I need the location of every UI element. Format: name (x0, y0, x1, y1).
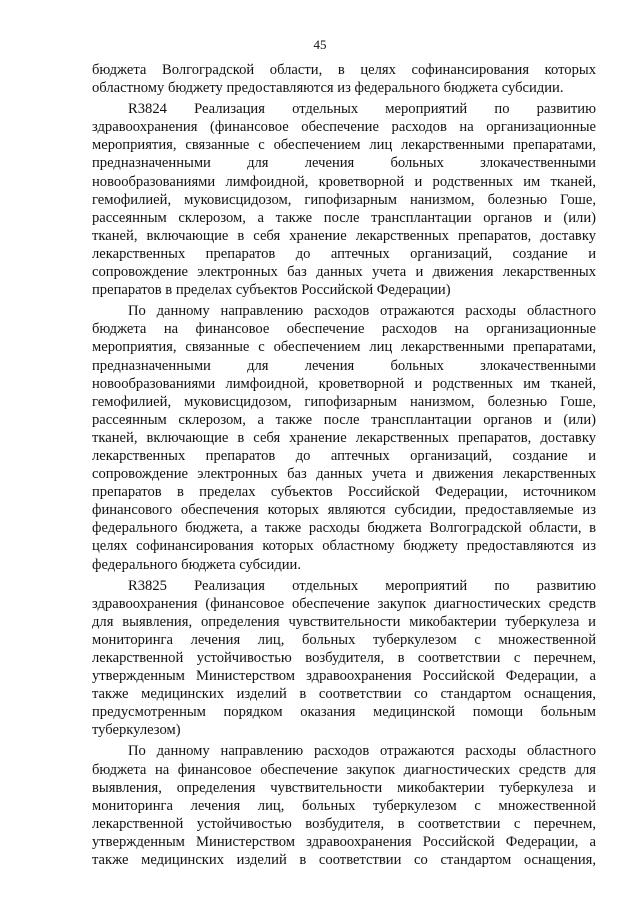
text-line: выявления, определения чувствительности микобактерии туберкулеза и (92, 779, 596, 796)
text-line: рассеянным склерозом, а также после трансплантации органов и (или) (92, 209, 596, 226)
text-line: также медицинских изделий в соответствии со стандартом оснащения, (92, 852, 596, 869)
text-line: федерального бюджета субсидии. (92, 556, 302, 573)
text-line: финансового обеспечения которых являются субсидии, предоставляемые из (92, 502, 596, 519)
text-line: По данному направлению расходов отражаются расходы областного (128, 303, 596, 320)
paragraph (92, 302, 596, 573)
text-line: лекарственной устойчивостью возбудителя, в соответствии с перечнем, (92, 815, 596, 832)
text-line: утвержденным Министерством здравоохранения Российской Федерации, а (92, 668, 596, 685)
text-line: По данному направлению расходов отражаются расходы областного (128, 743, 596, 760)
text-line: мониторинга лечения лиц, больных туберкулезом с множественной (92, 797, 596, 814)
text-line: также медицинских изделий в соответствии со стандартом оснащения, (92, 686, 596, 703)
text-line: предназначенными для лечения больных злокачественными (92, 357, 596, 374)
text-line: сопровождение электронных баз данных учета и движения лекарственных (92, 264, 596, 281)
text-line: бюджета Волгоградской области, в целях софинансирования которых (92, 62, 596, 78)
text-line: областному бюджету предоставляются из федерального бюджета субсидии. (92, 80, 564, 97)
text-line: мероприятия, связанные с обеспечением лиц лекарственными препаратами, (92, 137, 596, 154)
text-line: предназначенными для лечения больных злокачественными (92, 155, 596, 172)
text-line: утвержденным Министерством здравоохранения Российской Федерации, а (92, 833, 596, 850)
paragraph (92, 742, 596, 869)
text-line: препаратов в пределах субъектов Российской Федерации, источником (92, 484, 596, 501)
text-line: гемофилией, муковисцидозом, гипофизарным нанизмом, болезнью Гоше, (92, 393, 596, 410)
text-line: тканей, включающие в себя хранение лекарственных препаратов, доставку (92, 227, 596, 244)
text-line: препаратов в пределах субъектов Российской Федерации) (92, 282, 451, 299)
text-line: R3824 Реализация отдельных мероприятий по развитию (128, 101, 596, 118)
text-line: лекарственных препаратов до аптечных организаций, создание и (92, 245, 596, 262)
text-line: целях софинансирования которых областному бюджету предоставляются из (92, 538, 596, 555)
text-line: бюджета на финансовое обеспечение закупок диагностических средств для (92, 761, 596, 778)
text-line: рассеянным склерозом, а также после трансплантации органов и (или) (92, 411, 596, 428)
paragraph (92, 100, 596, 299)
text-line: новообразованиями лимфоидной, кроветворной и родственных им тканей, (92, 173, 596, 190)
text-line: мониторинга лечения лиц, больных туберкулезом с множественной (92, 631, 596, 648)
document-body (92, 61, 596, 869)
text-line: здравоохранения (финансовое обеспечение расходов на организационные (92, 119, 596, 136)
text-line: туберкулезом) (92, 722, 181, 739)
text-line: бюджета на финансовое обеспечение расходов на организационные (92, 321, 596, 338)
text-line: здравоохранения (финансовое обеспечение закупок диагностических средств (92, 595, 596, 612)
text-line: мероприятия, связанные с обеспечением лиц лекарственными препаратами, (92, 339, 596, 356)
text-line: лекарственных препаратов до аптечных организаций, создание и (92, 447, 596, 464)
text-line: сопровождение электронных баз данных учета и движения лекарственных (92, 466, 596, 483)
paragraph (92, 577, 596, 740)
page-number: 45 (313, 37, 327, 52)
text-line: предусмотренным порядком оказания медицинской помощи больным (92, 704, 596, 721)
paragraph (92, 61, 596, 97)
text-line: федерального бюджета, а также расходы бюджета Волгоградской области, в (92, 520, 596, 537)
text-line: для выявления, определения чувствительности микобактерии туберкулеза и (92, 613, 596, 630)
text-line: лекарственной устойчивостью возбудителя, в соответствии с перечнем, (92, 650, 596, 666)
text-line: R3825 Реализация отдельных мероприятий по развитию (128, 577, 596, 594)
text-line: новообразованиями лимфоидной, кроветворной и родственных им тканей, (92, 375, 596, 392)
text-line: гемофилией, муковисцидозом, гипофизарным нанизмом, болезнью Гоше, (92, 191, 596, 208)
text-line: тканей, включающие в себя хранение лекарственных препаратов, доставку (92, 429, 596, 446)
